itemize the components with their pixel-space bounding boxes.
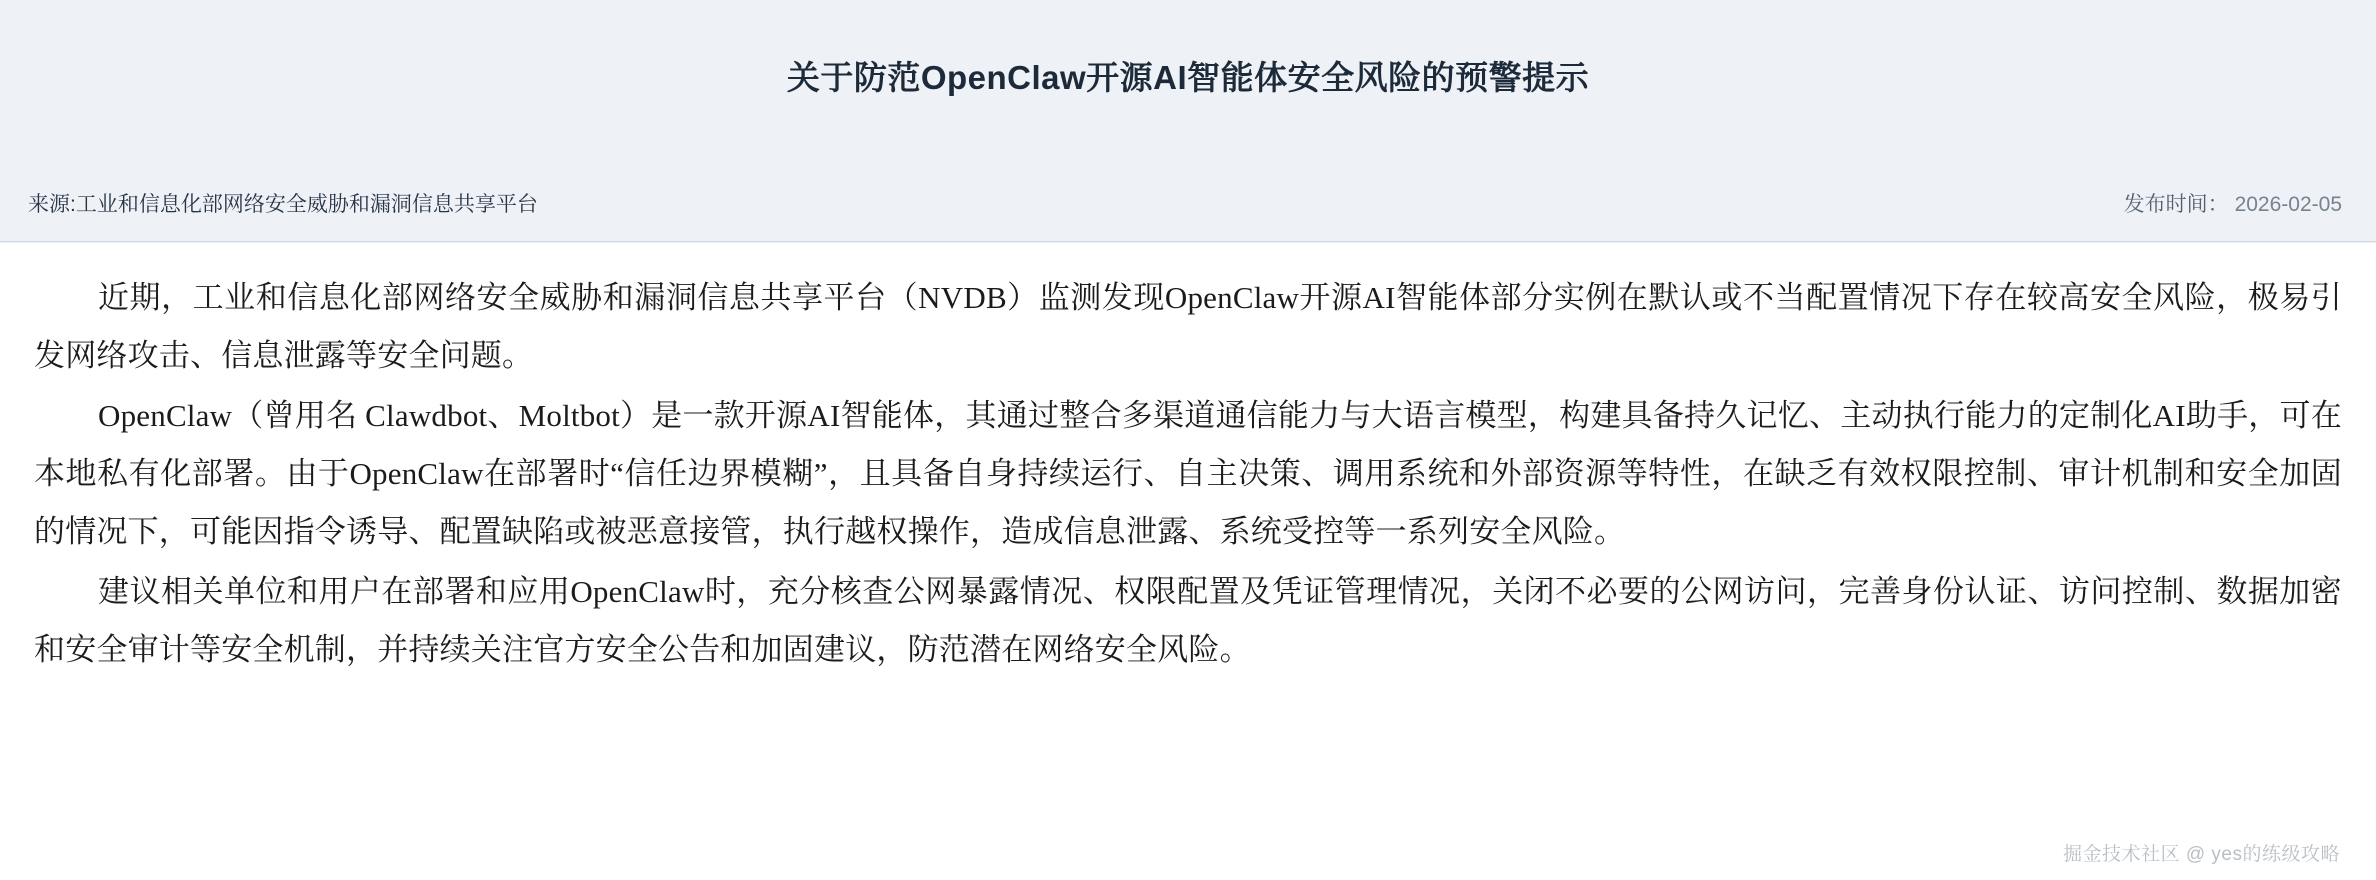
source-label: 来源:工业和信息化部网络安全威胁和漏洞信息共享平台 — [28, 193, 538, 216]
document-meta-row — [0, 172, 2376, 242]
publish-time-value: 2026-02-05 — [2234, 193, 2342, 216]
document-header — [0, 0, 2376, 172]
document-body — [0, 243, 2376, 880]
watermark: 掘金技术社区 @ yes的练级攻略 — [2063, 844, 2340, 865]
page-title: 关于防范OpenClaw开源AI智能体安全风险的预警提示 — [786, 59, 1590, 96]
publish-time-label: 发布时间： — [2123, 193, 2229, 216]
paragraph: OpenClaw（曾用名 Clawdbot、Moltbot）是一款开源AI智能体，其通过整合多渠道通信能力与大语言模型，构建具备持久记忆、主动执行能力的定制化AI助手，可在本地私有化部署。由于OpenClaw在部署时“信任边界模糊”，且具备自身持续运行、自主决策、调用系统和外部资源等特性，在缺乏有效权限控制、审计机制和安全加固的情况下，可能因指令诱导、配置缺陷或被恶意接管，执行越权操作，造成信息泄露、系统受控等一系列安全风险。 — [34, 398, 2342, 549]
paragraph: 建议相关单位和用户在部署和应用OpenClaw时，充分核查公网暴露情况、权限配置及凭证管理情况，关闭不必要的公网访问，完善身份认证、访问控制、数据加密和安全审计等安全机制，并持续关注官方安全公告和加固建议，防范潜在网络安全风险。 — [34, 574, 2342, 667]
publish-time — [2124, 188, 2342, 218]
paragraph: 近期，工业和信息化部网络安全威胁和漏洞信息共享平台（NVDB）监测发现OpenClaw开源AI智能体部分实例在默认或不当配置情况下存在较高安全风险，极易引发网络攻击、信息泄露等安全问题。 — [34, 280, 2342, 373]
